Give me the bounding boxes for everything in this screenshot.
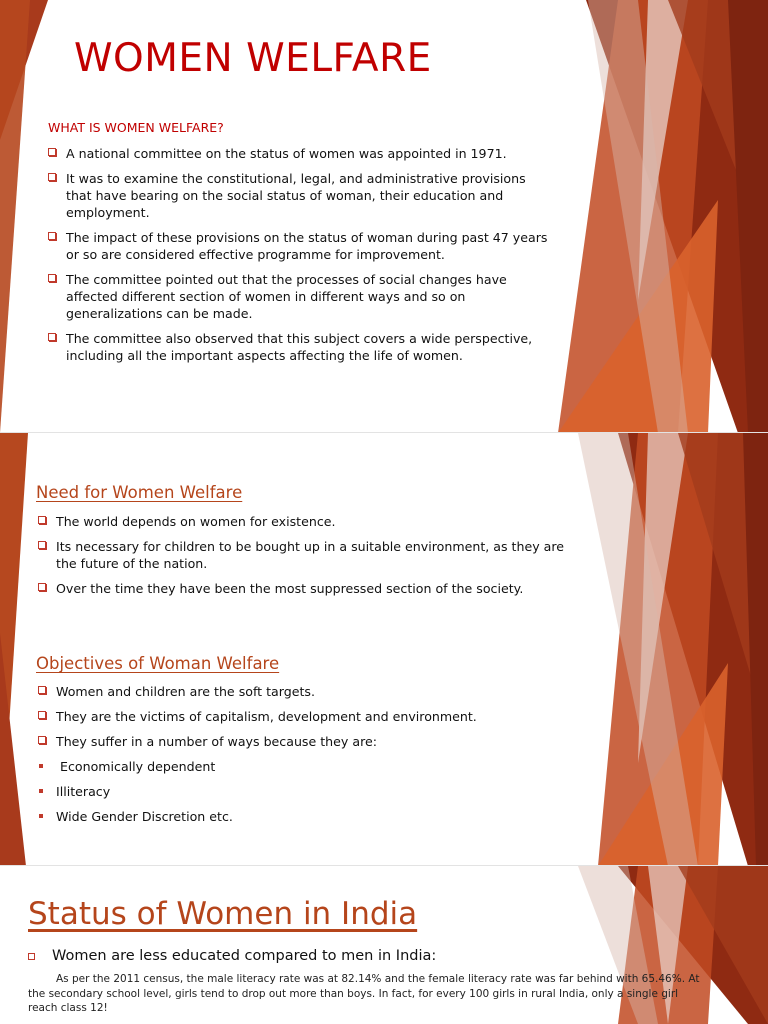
list-item: Over the time they have been the most suppressed section of the society. (38, 580, 583, 597)
box-bullet-icon (48, 148, 56, 156)
list-item: Illiteracy (38, 783, 583, 800)
left-accent-strip (0, 433, 40, 866)
status-title: Status of Women in India (28, 896, 418, 932)
square-bullet-icon (39, 789, 43, 793)
box-bullet-icon (38, 583, 46, 591)
objectives-bullet-list (38, 683, 583, 833)
square-bullet-icon (39, 814, 43, 818)
list-item: The world depends on women for existence. (38, 513, 583, 530)
slide-status-india (0, 866, 768, 1024)
list-item: The committee pointed out that the processes of social changes have affected different section of women in different ways and so on generalizations can be made. (48, 271, 553, 322)
box-bullet-icon (48, 333, 56, 341)
box-bullet-icon (38, 516, 46, 524)
list-item: Economically dependent (38, 758, 583, 775)
right-decorative-shapes (578, 433, 768, 866)
box-bullet-icon (38, 686, 46, 694)
list-item: The impact of these provisions on the status of woman during past 47 years or so are considered effective programme for improvement. (48, 229, 553, 263)
literacy-paragraph: As per the 2011 census, the male literacy rate was at 82.14% and the female literacy rate was far behind with 65.46%. At the secondary school level, girls tend to drop out more than boys. In fact, for every 100 girls in rural India, only a single girl reach class 12! (28, 973, 700, 1014)
list-item: Wide Gender Discretion etc. (38, 808, 583, 825)
need-heading: Need for Women Welfare (36, 483, 243, 502)
box-bullet-icon (38, 736, 46, 744)
list-item: They suffer in a number of ways because they are: (38, 733, 583, 750)
square-bullet-icon (39, 764, 43, 768)
need-bullet-list (38, 513, 583, 605)
box-bullet-icon (28, 953, 35, 960)
slide-need-objectives (0, 433, 768, 866)
box-bullet-icon (38, 711, 46, 719)
right-decorative-shapes (558, 0, 768, 433)
box-bullet-icon (48, 173, 56, 181)
page-title: WOMEN WELFARE (74, 36, 432, 81)
list-item: Women and children are the soft targets. (38, 683, 583, 700)
list-item: Its necessary for children to be bought up in a suitable environment, as they are the future of the nation. (38, 538, 583, 572)
box-bullet-icon (38, 541, 46, 549)
list-item: A national committee on the status of women was appointed in 1971. (48, 145, 553, 162)
list-item: The committee also observed that this subject covers a wide perspective, including all the important aspects affecting the life of women. (48, 330, 553, 364)
box-bullet-icon (48, 274, 56, 282)
list-item: It was to examine the constitutional, legal, and administrative provisions that have bearing on the social status of woman, their education and employment. (48, 170, 553, 221)
section-subtitle: WHAT IS WOMEN WELFARE? (48, 120, 224, 135)
slide-women-welfare (0, 0, 768, 433)
list-item: They are the victims of capitalism, development and environment. (38, 708, 583, 725)
objectives-heading: Objectives of Woman Welfare (36, 654, 280, 673)
list-item: Women are less educated compared to men in India: (28, 948, 436, 964)
box-bullet-icon (48, 232, 56, 240)
bullet-list (48, 145, 553, 372)
